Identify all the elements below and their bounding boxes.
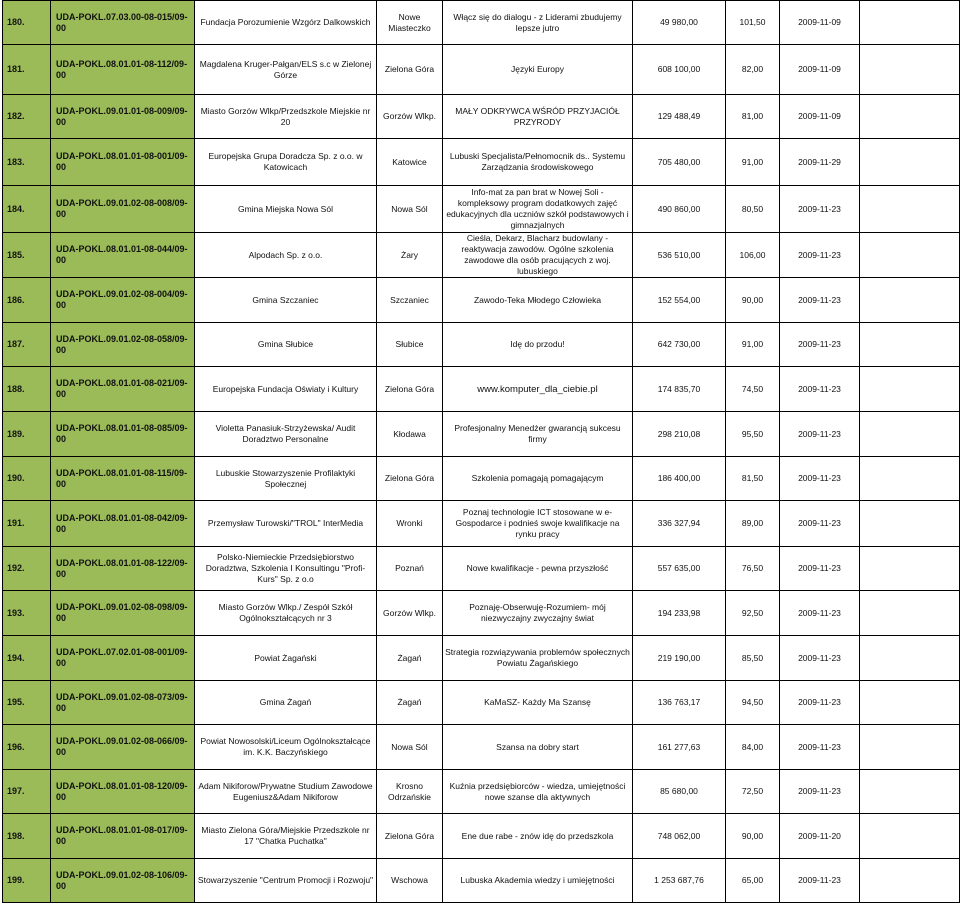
project-code: UDA-POKL.08.01.01-08-115/09-00	[51, 457, 195, 501]
applicant-name: Gmina Szczaniec	[195, 278, 377, 323]
project-code: UDA-POKL.09.01.02-08-098/09-00	[51, 591, 195, 636]
empty-cell	[860, 278, 960, 323]
table-row	[3, 591, 960, 636]
date: 2009-11-23	[780, 859, 860, 903]
amount: 152 554,00	[633, 278, 726, 323]
empty-cell	[860, 501, 960, 547]
date: 2009-11-23	[780, 591, 860, 636]
table-row	[3, 770, 960, 814]
date: 2009-11-29	[780, 139, 860, 186]
date: 2009-11-23	[780, 412, 860, 457]
row-number: 189.	[3, 412, 51, 457]
score: 81,00	[726, 95, 780, 139]
score: 80,50	[726, 186, 780, 233]
score: 82,00	[726, 45, 780, 95]
table-row	[3, 681, 960, 725]
applicant-name: Powiat Żagański	[195, 636, 377, 681]
table-row	[3, 45, 960, 95]
city: Nowa Sól	[377, 186, 443, 233]
score: 72,50	[726, 770, 780, 814]
empty-cell	[860, 95, 960, 139]
date: 2009-11-09	[780, 45, 860, 95]
project-title: Szansa na dobry start	[443, 725, 633, 770]
row-number: 187.	[3, 323, 51, 367]
project-code: UDA-POKL.09.01.02-08-066/09-00	[51, 725, 195, 770]
project-code: UDA-POKL.08.01.01-08-001/09-00	[51, 139, 195, 186]
table-row	[3, 367, 960, 412]
empty-cell	[860, 45, 960, 95]
row-number: 188.	[3, 367, 51, 412]
project-title: Włącz się do dialogu - z Liderami zbudujemy lepsze jutro	[443, 1, 633, 45]
project-title: www.komputer_dla_ciebie.pl	[443, 367, 633, 412]
row-number: 180.	[3, 1, 51, 45]
row-number: 193.	[3, 591, 51, 636]
applicant-name: Gmina Miejska Nowa Sól	[195, 186, 377, 233]
city: Żagań	[377, 681, 443, 725]
row-number: 195.	[3, 681, 51, 725]
amount: 161 277,63	[633, 725, 726, 770]
amount: 642 730,00	[633, 323, 726, 367]
project-title: Strategia rozwiązywania problemów społecznych Powiatu Żagańskiego	[443, 636, 633, 681]
row-number: 198.	[3, 814, 51, 859]
city: Wronki	[377, 501, 443, 547]
score: 89,00	[726, 501, 780, 547]
amount: 608 100,00	[633, 45, 726, 95]
project-code: UDA-POKL.08.01.01-08-017/09-00	[51, 814, 195, 859]
empty-cell	[860, 547, 960, 591]
applicant-name: Violetta Panasiuk-Strzyżewska/ Audit Doradztwo Personalne	[195, 412, 377, 457]
empty-cell	[860, 859, 960, 903]
row-number: 199.	[3, 859, 51, 903]
score: 91,00	[726, 139, 780, 186]
city: Poznań	[377, 547, 443, 591]
empty-cell	[860, 770, 960, 814]
city: Zielona Góra	[377, 814, 443, 859]
city: Żary	[377, 233, 443, 278]
amount: 490 860,00	[633, 186, 726, 233]
score: 90,00	[726, 278, 780, 323]
amount: 557 635,00	[633, 547, 726, 591]
table-row	[3, 1, 960, 45]
row-number: 197.	[3, 770, 51, 814]
project-title: KaMaSZ- Każdy Ma Szansę	[443, 681, 633, 725]
project-code: UDA-POKL.07.03.00-08-015/09-00	[51, 1, 195, 45]
project-title: Cieśla, Dekarz, Blacharz budowlany - reaktywacja zawodów. Ogólne szkolenia zawodowe dla osób pracujących z woj. lubuskiego	[443, 233, 633, 278]
applicant-name: Gmina Żagań	[195, 681, 377, 725]
row-number: 191.	[3, 501, 51, 547]
city: Wschowa	[377, 859, 443, 903]
project-code: UDA-POKL.09.01.02-08-004/09-00	[51, 278, 195, 323]
applicant-name: Magdalena Kruger-Pałgan/ELS s.c w Zielonej Górze	[195, 45, 377, 95]
city: Zielona Góra	[377, 45, 443, 95]
project-title: MAŁY ODKRYWCA WŚRÓD PRZYJACIÓŁ PRZYRODY	[443, 95, 633, 139]
amount: 136 763,17	[633, 681, 726, 725]
empty-cell	[860, 1, 960, 45]
empty-cell	[860, 636, 960, 681]
score: 92,50	[726, 591, 780, 636]
city: Żagań	[377, 636, 443, 681]
score: 74,50	[726, 367, 780, 412]
applicant-name: Powiat Nowosolski/Liceum Ogólnokształcące im. K.K. Baczyńskiego	[195, 725, 377, 770]
table-row	[3, 547, 960, 591]
project-title: Info-mat za pan brat w Nowej Soli - kompleksowy program dodatkowych zajęć edukacyjnych dla uczniów szkół podstawowych i gimnazjalnych	[443, 186, 633, 233]
applicant-name: Stowarzyszenie "Centrum Promocji i Rozwoju"	[195, 859, 377, 903]
city: Nowe Miasteczko	[377, 1, 443, 45]
amount: 705 480,00	[633, 139, 726, 186]
table-row	[3, 278, 960, 323]
amount: 336 327,94	[633, 501, 726, 547]
amount: 129 488,49	[633, 95, 726, 139]
applicant-name: Polsko-Niemieckie Przedsiębiorstwo Doradztwa, Szkolenia I Konsultingu "Profi-Kurs" Sp. z o.o	[195, 547, 377, 591]
row-number: 182.	[3, 95, 51, 139]
empty-cell	[860, 186, 960, 233]
empty-cell	[860, 725, 960, 770]
applicant-name: Miasto Gorzów Wlkp./ Zespół Szkół Ogólnokształcących nr 3	[195, 591, 377, 636]
project-code: UDA-POKL.07.02.01-08-001/09-00	[51, 636, 195, 681]
date: 2009-11-23	[780, 186, 860, 233]
amount: 298 210,08	[633, 412, 726, 457]
table-row	[3, 139, 960, 186]
city: Słubice	[377, 323, 443, 367]
table-row	[3, 501, 960, 547]
project-title: Nowe kwalifikacje - pewna przyszłość	[443, 547, 633, 591]
project-title: Ene due rabe - znów idę do przedszkola	[443, 814, 633, 859]
applicant-name: Lubuskie Stowarzyszenie Profilaktyki Społecznej	[195, 457, 377, 501]
applicant-name: Adam Nikiforow/Prywatne Studium Zawodowe Eugeniusz&Adam Nikiforow	[195, 770, 377, 814]
date: 2009-11-23	[780, 770, 860, 814]
applicant-name: Alpodach Sp. z o.o.	[195, 233, 377, 278]
city: Gorzów Wlkp.	[377, 95, 443, 139]
row-number: 184.	[3, 186, 51, 233]
project-code: UDA-POKL.09.01.02-08-008/09-00	[51, 186, 195, 233]
applicant-name: Gmina Słubice	[195, 323, 377, 367]
empty-cell	[860, 233, 960, 278]
date: 2009-11-23	[780, 457, 860, 501]
city: Gorzów Wlkp.	[377, 591, 443, 636]
project-title: Poznaj technologie ICT stosowane w e-Gospodarce i podnieś swoje kwalifikacje na rynku pracy	[443, 501, 633, 547]
project-title: Profesjonalny Menedżer gwarancją sukcesu firmy	[443, 412, 633, 457]
date: 2009-11-09	[780, 95, 860, 139]
row-number: 192.	[3, 547, 51, 591]
row-number: 183.	[3, 139, 51, 186]
amount: 186 400,00	[633, 457, 726, 501]
row-number: 185.	[3, 233, 51, 278]
row-number: 190.	[3, 457, 51, 501]
table-row	[3, 412, 960, 457]
date: 2009-11-23	[780, 501, 860, 547]
score: 106,00	[726, 233, 780, 278]
empty-cell	[860, 139, 960, 186]
project-code: UDA-POKL.08.01.01-08-021/09-00	[51, 367, 195, 412]
score: 95,50	[726, 412, 780, 457]
table-row	[3, 859, 960, 903]
empty-cell	[860, 457, 960, 501]
empty-cell	[860, 323, 960, 367]
city: Katowice	[377, 139, 443, 186]
table-row	[3, 457, 960, 501]
project-code: UDA-POKL.09.01.01-08-009/09-00	[51, 95, 195, 139]
city: Krosno Odrzańskie	[377, 770, 443, 814]
table-row	[3, 725, 960, 770]
applicant-name: Europejska Grupa Doradcza Sp. z o.o. w Katowicach	[195, 139, 377, 186]
date: 2009-11-23	[780, 367, 860, 412]
table-row	[3, 323, 960, 367]
project-title: Języki Europy	[443, 45, 633, 95]
row-number: 196.	[3, 725, 51, 770]
city: Kłodawa	[377, 412, 443, 457]
date: 2009-11-23	[780, 233, 860, 278]
city: Szczaniec	[377, 278, 443, 323]
amount: 49 980,00	[633, 1, 726, 45]
applicant-name: Miasto Gorzów Wlkp/Przedszkole Miejskie nr 20	[195, 95, 377, 139]
projects-table	[2, 0, 960, 903]
project-title: Poznaję-Obserwuję-Rozumiem- mój niezwyczajny zwyczajny świat	[443, 591, 633, 636]
project-title: Idę do przodu!	[443, 323, 633, 367]
date: 2009-11-23	[780, 681, 860, 725]
project-title: Kuźnia przedsiębiorców - wiedza, umiejętności nowe szanse dla aktywnych	[443, 770, 633, 814]
table-row	[3, 636, 960, 681]
row-number: 186.	[3, 278, 51, 323]
project-code: UDA-POKL.08.01.01-08-042/09-00	[51, 501, 195, 547]
date: 2009-11-20	[780, 814, 860, 859]
empty-cell	[860, 412, 960, 457]
date: 2009-11-09	[780, 1, 860, 45]
empty-cell	[860, 367, 960, 412]
empty-cell	[860, 814, 960, 859]
row-number: 194.	[3, 636, 51, 681]
amount: 174 835,70	[633, 367, 726, 412]
applicant-name: Europejska Fundacja Oświaty i Kultury	[195, 367, 377, 412]
amount: 194 233,98	[633, 591, 726, 636]
score: 90,00	[726, 814, 780, 859]
applicant-name: Fundacja Porozumienie Wzgórz Dalkowskich	[195, 1, 377, 45]
amount: 85 680,00	[633, 770, 726, 814]
table-row	[3, 95, 960, 139]
date: 2009-11-23	[780, 636, 860, 681]
project-code: UDA-POKL.08.01.01-08-085/09-00	[51, 412, 195, 457]
project-code: UDA-POKL.08.01.01-08-044/09-00	[51, 233, 195, 278]
amount: 1 253 687,76	[633, 859, 726, 903]
date: 2009-11-23	[780, 278, 860, 323]
city: Nowa Sól	[377, 725, 443, 770]
amount: 748 062,00	[633, 814, 726, 859]
amount: 219 190,00	[633, 636, 726, 681]
project-code: UDA-POKL.09.01.02-08-073/09-00	[51, 681, 195, 725]
project-code: UDA-POKL.08.01.01-08-120/09-00	[51, 770, 195, 814]
score: 101,50	[726, 1, 780, 45]
empty-cell	[860, 681, 960, 725]
project-title: Lubuska Akademia wiedzy i umiejętności	[443, 859, 633, 903]
project-code: UDA-POKL.08.01.01-08-112/09-00	[51, 45, 195, 95]
applicant-name: Przemysław Turowski/"TROL" InterMedia	[195, 501, 377, 547]
amount: 536 510,00	[633, 233, 726, 278]
project-code: UDA-POKL.09.01.02-08-058/09-00	[51, 323, 195, 367]
project-code: UDA-POKL.08.01.01-08-122/09-00	[51, 547, 195, 591]
city: Zielona Góra	[377, 367, 443, 412]
table-row	[3, 186, 960, 233]
city: Zielona Góra	[377, 457, 443, 501]
score: 84,00	[726, 725, 780, 770]
table-row	[3, 814, 960, 859]
empty-cell	[860, 591, 960, 636]
table-row	[3, 233, 960, 278]
score: 81,50	[726, 457, 780, 501]
project-title: Szkolenia pomagają pomagającym	[443, 457, 633, 501]
project-code: UDA-POKL.09.01.02-08-106/09-00	[51, 859, 195, 903]
date: 2009-11-23	[780, 725, 860, 770]
project-title: Zawodo-Teka Młodego Człowieka	[443, 278, 633, 323]
date: 2009-11-23	[780, 323, 860, 367]
score: 85,50	[726, 636, 780, 681]
date: 2009-11-23	[780, 547, 860, 591]
score: 76,50	[726, 547, 780, 591]
score: 91,00	[726, 323, 780, 367]
score: 94,50	[726, 681, 780, 725]
project-title: Lubuski Specjalista/Pełnomocnik ds.. Systemu Zarządzania środowiskowego	[443, 139, 633, 186]
row-number: 181.	[3, 45, 51, 95]
score: 65,00	[726, 859, 780, 903]
applicant-name: Miasto Zielona Góra/Miejskie Przedszkole nr 17 "Chatka Puchatka"	[195, 814, 377, 859]
